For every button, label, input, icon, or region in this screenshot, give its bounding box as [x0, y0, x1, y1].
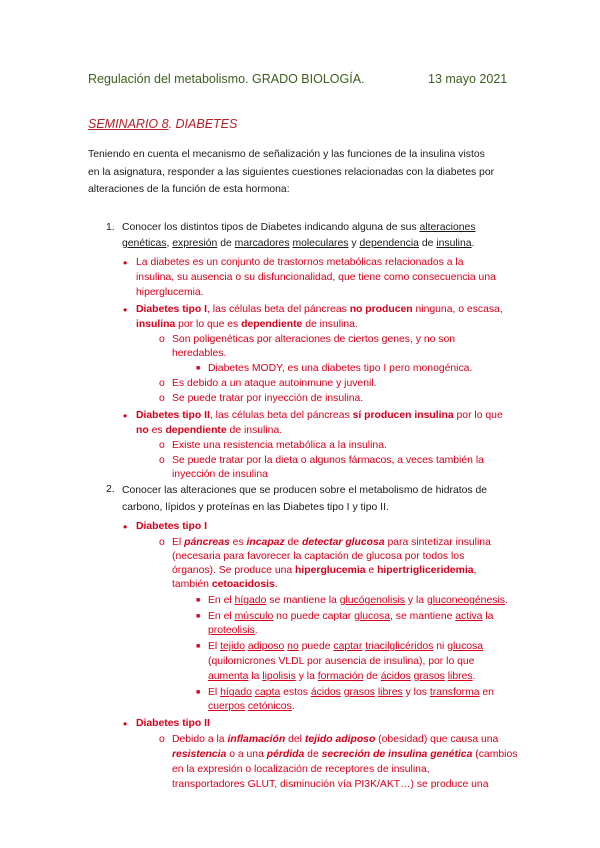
- answer-term: activa: [455, 611, 483, 622]
- answer-text: puede: [298, 641, 334, 652]
- question-1-number: 1.: [106, 222, 115, 233]
- answer-line: [136, 303, 503, 317]
- type-1-heading: Diabetes tipo I: [136, 521, 208, 532]
- answer-text: ninguna, o escasa,: [412, 304, 503, 315]
- bullet-marker: •: [123, 303, 128, 317]
- answer-emphasis: hiperglucemia: [295, 565, 366, 576]
- q1-term: expresión: [172, 238, 218, 249]
- seminar-label: SEMINARIO 8: [88, 117, 169, 131]
- answer-text: .: [504, 595, 508, 606]
- answer-term: hígado: [234, 595, 267, 606]
- q1-text: de: [418, 238, 437, 249]
- answer-text: En el: [208, 611, 235, 622]
- q1-text: de: [217, 238, 235, 249]
- square-marker: ■: [196, 597, 201, 604]
- answer-line: [172, 564, 476, 578]
- circle-marker: o: [159, 440, 165, 451]
- answer-term: aumenta: [208, 671, 249, 682]
- answer-term: lipolisis: [262, 671, 296, 682]
- answer-line: [136, 424, 282, 438]
- question-1-line-2: [122, 237, 474, 251]
- q1-term: moleculares: [292, 238, 349, 249]
- answer-text: , se mantiene: [390, 611, 456, 622]
- question-2-number: 2.: [106, 484, 115, 495]
- square-marker: ■: [196, 613, 201, 620]
- answer-emphasis: insulina: [136, 319, 176, 330]
- answer-line: [172, 733, 498, 747]
- answer-term: ácidos: [310, 687, 341, 698]
- intro-paragraph: [88, 146, 520, 199]
- answer-line: [208, 686, 494, 700]
- answer-term: captar: [333, 641, 363, 652]
- answer-emphasis: cetoacidosis: [211, 579, 275, 590]
- answer-term: libres: [377, 687, 403, 698]
- answer-term: glucógenolisis: [339, 595, 405, 606]
- answer-text: , las células beta del páncreas: [207, 304, 350, 315]
- q1-text: ,: [166, 238, 173, 249]
- answer-term: glucosa: [447, 641, 484, 652]
- answer-term: hígado: [220, 687, 252, 698]
- answer-text: se mantiene la: [266, 595, 340, 606]
- circle-marker: o: [159, 537, 165, 548]
- answer-line: [136, 409, 503, 423]
- answer-line: La diabetes es un conjunto de trastornos metabólicas relacionados a la: [136, 257, 464, 268]
- answer-term: capta: [254, 687, 281, 698]
- answer-term: glucosa: [354, 611, 390, 622]
- answer-text: (obesidad) que causa una: [375, 734, 499, 745]
- answer-emphasis: no: [136, 425, 149, 436]
- answer-text: la: [482, 611, 494, 622]
- circle-marker: o: [159, 393, 165, 404]
- circle-marker: o: [159, 334, 165, 345]
- seminar-separator: .: [168, 117, 176, 131]
- answer-line: [172, 748, 517, 762]
- answer-text: es: [148, 425, 166, 436]
- answer-text: En el: [208, 595, 235, 606]
- q1-term: insulina: [436, 238, 472, 249]
- q1-text: y: [348, 238, 360, 249]
- answer-text: y la: [405, 595, 427, 606]
- bullet-marker: •: [123, 256, 128, 270]
- answer-text: El: [208, 641, 221, 652]
- answer-term: gluconeogénesis: [426, 595, 505, 606]
- answer-emphasis: dependiente: [241, 319, 303, 330]
- answer-line: (quilomicrones VLDL por ausencia de insulina), por lo que: [208, 656, 475, 667]
- answer-text: no puede captar: [273, 611, 355, 622]
- answer-text: e: [365, 565, 378, 576]
- answer-line: Es debido a un ataque autoinmune y juvenil.: [172, 378, 377, 389]
- intro-line: en la asignatura, responder a las siguientes cuestiones relacionadas con la diabetes por: [88, 166, 495, 178]
- answer-text: y la: [295, 671, 318, 682]
- square-marker: ■: [196, 689, 201, 696]
- answer-text: de insulina.: [302, 319, 358, 330]
- answer-line: inyección de insulina: [172, 469, 268, 480]
- header-date: 13 mayo 2021: [428, 72, 508, 86]
- answer-text: órganos). Se produce una: [172, 565, 296, 576]
- answer-line: Se puede tratar por inyección de insulina.: [172, 393, 364, 404]
- answer-term: grasos: [343, 687, 375, 698]
- q1-term: genéticas: [122, 238, 167, 249]
- circle-marker: o: [159, 734, 165, 745]
- answer-emphasis: dependiente: [165, 425, 227, 436]
- answer-text: en: [479, 687, 494, 698]
- answer-line: [136, 717, 210, 731]
- answer-text: El: [172, 537, 185, 548]
- answer-text: o a una: [226, 749, 267, 760]
- answer-emphasis: hipertrigliceridemia: [377, 565, 474, 576]
- answer-line: heredables.: [172, 348, 227, 359]
- answer-text: estos: [280, 687, 311, 698]
- answer-line: en la expresión o localización de receptores de insulina,: [172, 764, 430, 775]
- type-2-heading: Diabetes tipo II: [136, 718, 210, 729]
- bullet-marker: •: [123, 717, 128, 731]
- answer-term: transforma: [429, 687, 480, 698]
- circle-marker: o: [159, 455, 165, 466]
- answer-text: Debido a la: [172, 734, 228, 745]
- answer-line: [208, 670, 475, 684]
- question-2-line-2: carbono, lípidos y proteínas en las Diabetes tipo I y tipo II.: [122, 502, 389, 513]
- intro-line: alteraciones de la función de esta hormona:: [88, 184, 290, 195]
- answer-emphasis: secreción de insulina genética: [321, 749, 473, 760]
- answer-term: músculo: [234, 611, 274, 622]
- answer-line: Existe una resistencia metabólica a la insulina.: [172, 440, 387, 451]
- q1-term: marcadores: [234, 238, 290, 249]
- answer-emphasis: no producen: [349, 304, 413, 315]
- answer-term: libres: [447, 671, 473, 682]
- answer-term: ácidos: [380, 671, 411, 682]
- answer-line: [208, 624, 258, 638]
- answer-text: (cambios: [472, 749, 518, 760]
- answer-term: tejido: [220, 641, 245, 652]
- q1-term: alteraciones: [419, 222, 476, 233]
- answer-emphasis: sí producen insulina: [352, 410, 454, 421]
- answer-line: Diabetes MODY, es una diabetes tipo I pero monogénica.: [208, 363, 473, 374]
- square-marker: ■: [196, 643, 201, 650]
- answer-line: [172, 578, 278, 592]
- answer-text: .: [291, 701, 295, 712]
- answer-line: [208, 640, 483, 654]
- answer-text: El: [208, 687, 221, 698]
- type-1-heading: Diabetes tipo I: [136, 304, 208, 315]
- q1-text: .: [471, 238, 475, 249]
- answer-text: es: [229, 537, 247, 548]
- answer-text: de: [363, 671, 381, 682]
- question-2-line-1: Conocer las alteraciones que se producen sobre el metabolismo de hidratos de: [122, 485, 488, 496]
- answer-term: triacilglicéridos: [365, 641, 434, 652]
- seminar-topic: DIABETES: [175, 117, 238, 131]
- answer-text: ,: [473, 565, 477, 576]
- answer-term: formación: [317, 671, 364, 682]
- answer-term: cetónicos: [247, 701, 292, 712]
- answer-emphasis: incapaz: [246, 537, 285, 548]
- answer-term: cuerpos: [208, 701, 245, 712]
- answer-term: no: [287, 641, 299, 652]
- answer-line: [208, 594, 508, 608]
- answer-text: .: [472, 671, 476, 682]
- answer-line: (necesaria para favorecer la captación de glucosa por todos los: [172, 551, 465, 562]
- question-1-line-1: [122, 221, 476, 235]
- bullet-marker: •: [123, 409, 128, 423]
- answer-text: de: [284, 537, 302, 548]
- answer-line: insulina, su ausencia o su disfuncionalidad, que tiene como consecuencia una: [136, 272, 496, 283]
- answer-text: del: [285, 734, 305, 745]
- answer-line: [136, 318, 358, 332]
- answer-emphasis: pérdida: [266, 749, 305, 760]
- answer-term: grasos: [413, 671, 445, 682]
- answer-line: transportadores GLUT, disminución vía PI3K/AKT…) se produce una: [172, 779, 489, 790]
- circle-marker: o: [159, 378, 165, 389]
- answer-emphasis: páncreas: [184, 537, 230, 548]
- answer-emphasis: inflamación: [227, 734, 286, 745]
- answer-emphasis: detectar glucosa: [302, 537, 385, 548]
- type-2-heading: Diabetes tipo II: [136, 410, 210, 421]
- answer-text: también: [172, 579, 212, 590]
- answer-text: de insulina.: [226, 425, 283, 436]
- answer-term: adiposo: [247, 641, 285, 652]
- answer-text: ni: [433, 641, 448, 652]
- answer-line: [136, 520, 207, 534]
- answer-text: .: [254, 625, 258, 636]
- answer-text: la: [248, 671, 263, 682]
- header-title: Regulación del metabolismo. GRADO BIOLOGÍA.: [88, 72, 365, 86]
- answer-term: proteolisis: [208, 625, 255, 636]
- answer-line: hiperglucemia.: [136, 287, 204, 298]
- square-marker: ■: [196, 365, 201, 372]
- q1-text: Conocer los distintos tipos de Diabetes indicando alguna de sus: [122, 222, 420, 233]
- seminar-title: [88, 117, 237, 131]
- answer-text: de: [304, 749, 322, 760]
- answer-line: [172, 536, 491, 550]
- answer-line: [208, 700, 295, 714]
- answer-text: para sintetizar insulina: [384, 537, 491, 548]
- bullet-marker: •: [123, 520, 128, 534]
- answer-text: .: [274, 579, 278, 590]
- answer-emphasis: tejido adiposo: [304, 734, 376, 745]
- answer-text: por lo que es: [175, 319, 242, 330]
- answer-line: Son poligenéticas por alteraciones de ciertos genes, y no son: [172, 334, 456, 345]
- q1-term: dependencia: [359, 238, 419, 249]
- answer-text: y los: [402, 687, 430, 698]
- intro-line: Teniendo en cuenta el mecanismo de señalización y las funciones de la insulina vistos: [88, 149, 485, 160]
- answer-line: Se puede tratar por la dieta o algunos fármacos, a veces también la: [172, 455, 484, 466]
- answer-emphasis: resistencia: [172, 749, 227, 760]
- answer-text: por lo que: [453, 410, 503, 421]
- answer-line: [208, 610, 493, 624]
- answer-text: , las células beta del páncreas: [209, 410, 353, 421]
